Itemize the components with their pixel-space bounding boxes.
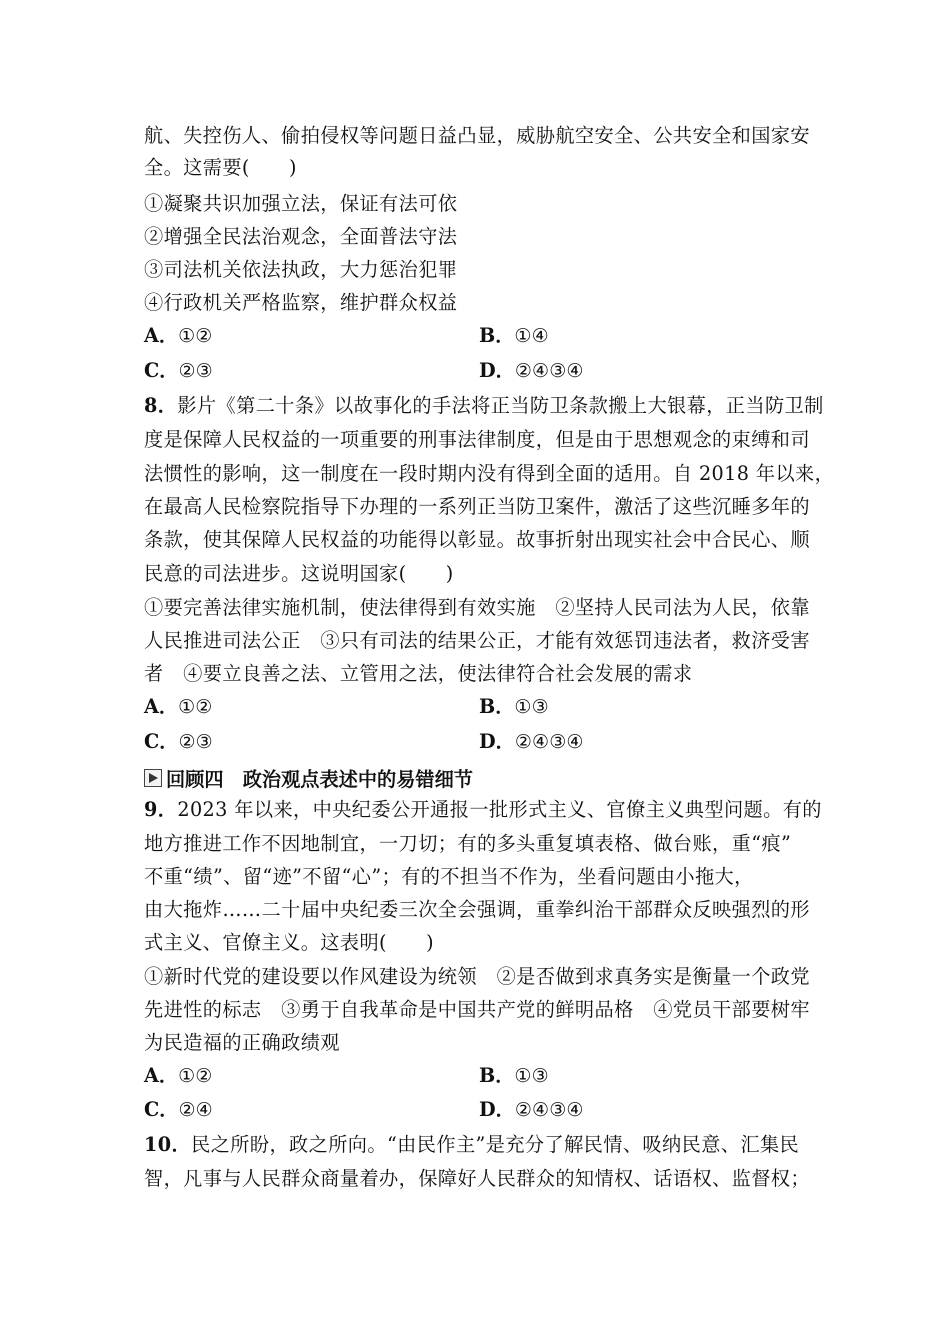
q10-stem-text-1: 民之所盼，政之所向。“由民作主”是充分了解民情、吸纳民意、汇集民 bbox=[191, 1133, 800, 1156]
q8-option-c bbox=[144, 730, 213, 754]
q8-statements-line-1: ①要完善法律实施机制，使法律得到有效实施 ②坚持人民司法为人民，依靠 bbox=[144, 596, 810, 619]
q7-option-b bbox=[479, 324, 549, 348]
q7-stem-line-1: 航、失控伤人、偷拍侵权等问题日益凸显，威胁航空安全、公共安全和国家安 bbox=[144, 124, 810, 147]
q9-stem-line-3: 不重“绩”、留“迹”不留“心”；有的不担当不作为，坐看问题由小拖大， bbox=[144, 865, 754, 888]
section-title: 回顾四 政治观点表述中的易错细节 bbox=[166, 767, 473, 791]
q7-statement-1: ①凝聚共识加强立法，保证有法可依 bbox=[144, 192, 458, 215]
q8-option-a bbox=[144, 695, 212, 719]
q8-stem-line-6: 民意的司法进步。这说明国家( ) bbox=[144, 562, 454, 585]
q7-statement-2: ②增强全民法治观念，全面普法守法 bbox=[144, 225, 458, 248]
q7-statement-4: ④行政机关严格监察，维护群众权益 bbox=[144, 291, 458, 314]
q7-stem-line-2: 全。这需要( ) bbox=[144, 156, 297, 179]
q9-option-b-label: B． bbox=[479, 1064, 515, 1087]
q7-option-d-label: D． bbox=[479, 359, 515, 382]
q9-option-c-text: ②④ bbox=[178, 1098, 213, 1121]
q9-option-a-text: ①② bbox=[178, 1064, 213, 1087]
q10-stem-line-2: 智，凡事与人民群众商量着办，保障好人民群众的知情权、话语权、监督权； bbox=[144, 1167, 810, 1190]
q9-number: 9． bbox=[144, 798, 178, 821]
q9-option-b bbox=[479, 1064, 549, 1088]
q8-stem-line-5: 条款，使其保障人民权益的功能得以彰显。故事折射出现实社会中合民心、顺 bbox=[144, 528, 810, 551]
q10-stem-line-1 bbox=[144, 1133, 799, 1157]
q8-stem-line-1 bbox=[144, 394, 824, 418]
q8-option-b-text: ①③ bbox=[514, 695, 549, 718]
q9-option-d-text: ②④③④ bbox=[514, 1098, 584, 1121]
q7-option-a-text: ①② bbox=[178, 324, 213, 347]
q10-number: 10． bbox=[144, 1133, 192, 1156]
q8-option-c-label: C． bbox=[144, 730, 179, 753]
q8-option-d-text: ②④③④ bbox=[514, 730, 584, 753]
q7-option-c-text: ②③ bbox=[178, 359, 213, 382]
q7-option-d-text: ②④③④ bbox=[514, 359, 584, 382]
q9-option-c bbox=[144, 1098, 213, 1122]
q8-option-a-label: A． bbox=[144, 695, 179, 718]
q8-number: 8． bbox=[144, 394, 178, 417]
q7-option-c bbox=[144, 359, 213, 383]
q9-stem-line-5: 式主义、官僚主义。这表明( ) bbox=[144, 931, 434, 954]
q9-option-c-label: C． bbox=[144, 1098, 179, 1121]
q8-stem-line-3: 法惯性的影响，这一制度在一段时期内没有得到全面的适用。自 2018 年以来， bbox=[144, 462, 835, 485]
q8-option-a-text: ①② bbox=[178, 695, 213, 718]
q9-option-a-label: A． bbox=[144, 1064, 179, 1087]
q9-stem-line-2: 地方推进工作不因地制宜，一刀切；有的多头重复填表格、做台账，重“痕” bbox=[144, 832, 792, 855]
q8-option-b bbox=[479, 695, 549, 719]
q9-option-d-label: D． bbox=[479, 1098, 515, 1121]
q8-option-d-label: D． bbox=[479, 730, 515, 753]
q7-option-a bbox=[144, 324, 212, 348]
q9-option-d bbox=[479, 1098, 584, 1122]
q9-statements-line-3: 为民造福的正确政绩观 bbox=[144, 1031, 340, 1054]
q8-statements-line-3: 者 ④要立良善之法、立管用之法，使法律符合社会发展的需求 bbox=[144, 662, 693, 685]
q9-statements-line-1: ①新时代党的建设要以作风建设为统领 ②是否做到求真务实是衡量一个政党 bbox=[144, 965, 810, 988]
q7-option-b-label: B． bbox=[479, 324, 515, 347]
play-triangle-icon bbox=[144, 769, 162, 787]
q7-statement-3: ③司法机关依法执政，大力惩治犯罪 bbox=[144, 258, 458, 281]
q8-option-c-text: ②③ bbox=[178, 730, 213, 753]
q9-stem-line-4: 由大拖炸……二十届中央纪委三次全会强调，重拳纠治干部群众反映强烈的形 bbox=[144, 898, 810, 921]
q7-option-b-text: ①④ bbox=[514, 324, 549, 347]
q7-option-d bbox=[479, 359, 584, 383]
q9-statements-line-2: 先进性的标志 ③勇于自我革命是中国共产党的鲜明品格 ④党员干部要树牢 bbox=[144, 998, 810, 1021]
q8-option-d bbox=[479, 730, 584, 754]
q7-option-a-label: A． bbox=[144, 324, 179, 347]
q8-option-b-label: B． bbox=[479, 695, 515, 718]
q9-option-a bbox=[144, 1064, 212, 1088]
q9-stem-text-1: 2023 年以来，中央纪委公开通报一批形式主义、官僚主义典型问题。有的 bbox=[177, 798, 822, 821]
q9-option-b-text: ①③ bbox=[514, 1064, 549, 1087]
q9-stem-line-1 bbox=[144, 798, 822, 822]
q7-option-c-label: C． bbox=[144, 359, 179, 382]
q8-stem-line-4: 在最高人民检察院指导下办理的一系列正当防卫案件，激活了这些沉睡多年的 bbox=[144, 495, 810, 518]
q8-stem-text-1: 影片《第二十条》以故事化的手法将正当防卫条款搬上大银幕，正当防卫制 bbox=[177, 394, 824, 417]
section-heading bbox=[144, 766, 473, 790]
q8-statements-line-2: 人民推进司法公正 ③只有司法的结果公正，才能有效惩罚违法者，救济受害 bbox=[144, 629, 810, 652]
q8-stem-line-2: 度是保障人民权益的一项重要的刑事法律制度，但是由于思想观念的束缚和司 bbox=[144, 428, 810, 451]
